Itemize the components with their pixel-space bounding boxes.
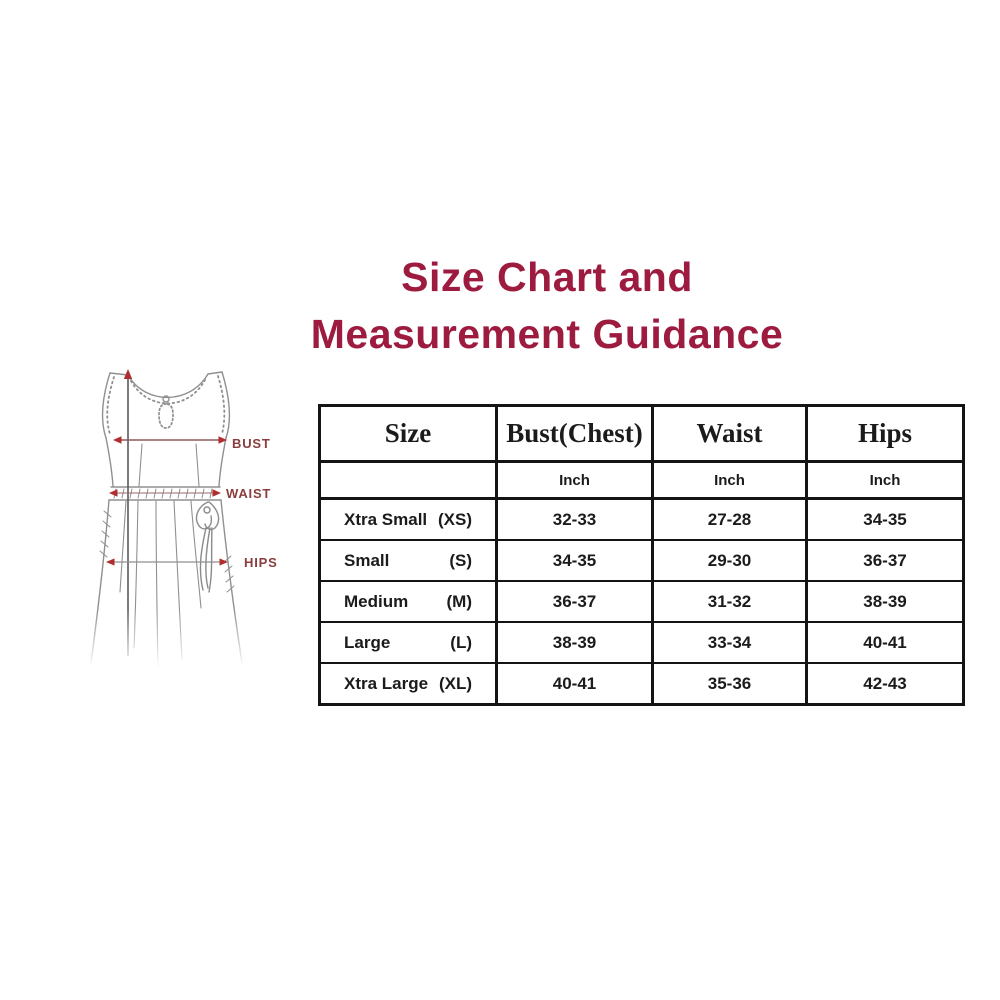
size-name-s: Small (S) [344, 550, 472, 570]
dress-outline [91, 372, 242, 672]
size-name-xl: Xtra Large (XL) [344, 673, 472, 693]
table-row-m [320, 581, 964, 622]
column-header-waist: Waist [653, 406, 807, 462]
unit-cell-bust: Inch [497, 462, 653, 499]
unit-cell-empty [320, 462, 497, 499]
hips-value-l: 40-41 [807, 622, 964, 663]
size-name-l: Large (L) [344, 632, 472, 652]
bust-value-xl: 40-41 [497, 663, 653, 705]
page-title-line2: Measurement Guidance [310, 311, 784, 357]
table-row-s [320, 540, 964, 581]
bust-arrowhead-left-icon [113, 436, 122, 443]
dress-measurement-diagram [60, 360, 310, 705]
bust-value-m: 36-37 [497, 581, 653, 622]
hips-value-s: 36-37 [807, 540, 964, 581]
bust-label: BUST [232, 436, 271, 451]
page-title-line1: Size Chart and [401, 254, 693, 300]
waist-value-xs: 27-28 [653, 499, 807, 541]
waist-value-l: 33-34 [653, 622, 807, 663]
table-row-l [320, 622, 964, 663]
unit-cell-hips: Inch [807, 462, 964, 499]
size-name-m: Medium (M) [344, 591, 472, 611]
waist-bow [197, 502, 219, 592]
hips-value-m: 38-39 [807, 581, 964, 622]
hips-value-xl: 42-43 [807, 663, 964, 705]
table-unit-row [320, 462, 964, 499]
hips-value-xs: 34-35 [807, 499, 964, 541]
unit-cell-waist: Inch [653, 462, 807, 499]
waist-label: WAIST [226, 486, 272, 501]
waist-value-m: 31-32 [653, 581, 807, 622]
size-name-xs: Xtra Small (XS) [344, 509, 472, 529]
column-header-size: Size [320, 406, 497, 462]
hips-label: HIPS [244, 555, 278, 570]
waist-value-xl: 35-36 [653, 663, 807, 705]
bust-value-l: 38-39 [497, 622, 653, 663]
hips-arrowhead-left-icon [106, 558, 115, 565]
page-title [47, 249, 1000, 363]
column-header-bust: Bust(Chest) [497, 406, 653, 462]
size-chart-table [318, 404, 965, 706]
dress-sketch [60, 360, 310, 705]
table-header-row [320, 406, 964, 462]
table-row-xl [320, 663, 964, 705]
bust-value-xs: 32-33 [497, 499, 653, 541]
waist-arrowhead-right-icon [213, 489, 222, 496]
bust-value-s: 34-35 [497, 540, 653, 581]
column-header-hips: Hips [807, 406, 964, 462]
waist-arrowhead-left-icon [109, 489, 118, 496]
table-row-xs [320, 499, 964, 541]
waist-value-s: 29-30 [653, 540, 807, 581]
